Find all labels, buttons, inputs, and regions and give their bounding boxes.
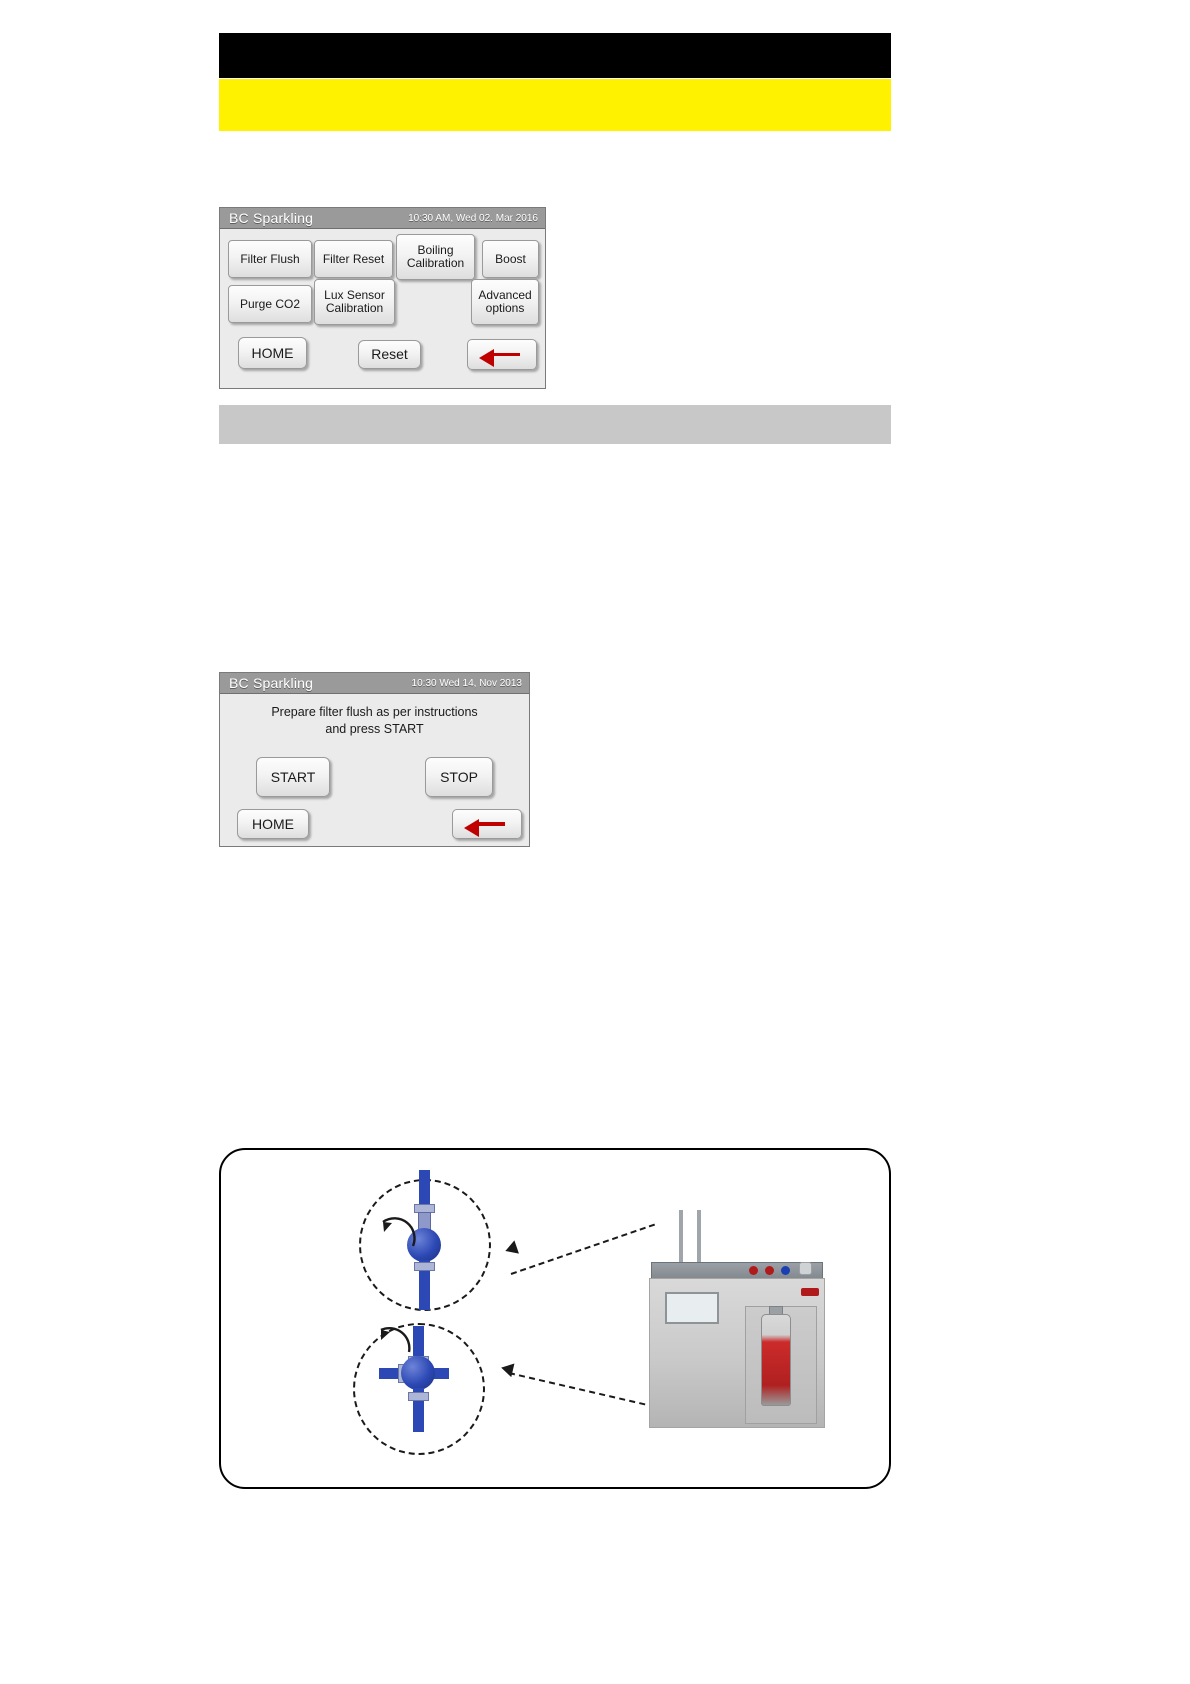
- service-options-screen: [219, 207, 546, 389]
- back-arrow-button[interactable]: [467, 339, 537, 370]
- advanced-options-label-line1: Advanced: [478, 288, 532, 302]
- screen-title: BC Sparkling: [229, 210, 314, 226]
- pipe-collar-top-lower: [414, 1262, 435, 1271]
- boost-button[interactable]: Boost: [482, 240, 539, 278]
- machine-display: [665, 1292, 719, 1324]
- advanced-options-button[interactable]: [471, 279, 539, 325]
- start-button[interactable]: START: [256, 757, 330, 797]
- stop-button[interactable]: STOP: [425, 757, 493, 797]
- lux-sensor-label-line2: Calibration: [325, 301, 384, 315]
- flush-back-arrow-button[interactable]: [452, 809, 522, 839]
- co2-bottle: [761, 1314, 791, 1406]
- home-button[interactable]: HOME: [238, 337, 307, 369]
- section-grey-bar: [219, 405, 891, 444]
- flush-instruction-text: [220, 704, 529, 738]
- arrow-left-icon: [455, 811, 519, 837]
- machine-photo: [649, 1210, 829, 1430]
- pointer-line-bottom: [509, 1372, 656, 1408]
- tap-red-2-icon: [765, 1266, 774, 1275]
- rotate-counter-clockwise-icon-bottom: [369, 1322, 415, 1368]
- screen-clock: 10:30 AM, Wed 02. Mar 2016: [408, 212, 538, 224]
- rotate-counter-clockwise-icon-top: [373, 1212, 419, 1258]
- screen-body: [220, 229, 545, 388]
- flush-screen-title-bar: [220, 673, 529, 694]
- pointer-line-top: [511, 1224, 655, 1275]
- boiling-calibration-label-line1: Boiling: [417, 243, 454, 257]
- flush-instruction-line2: and press START: [325, 722, 424, 736]
- arrow-left-icon: [470, 341, 534, 368]
- pipe-collar-bottom-lower: [408, 1392, 429, 1401]
- flush-screen-title: BC Sparkling: [229, 675, 314, 691]
- reset-button[interactable]: Reset: [358, 340, 421, 369]
- header-yellow-bar: [219, 79, 891, 131]
- boiling-calibration-button[interactable]: [396, 234, 475, 280]
- boiling-calibration-label-line2: Calibration: [406, 256, 465, 270]
- lux-sensor-label-line1: Lux Sensor: [324, 288, 385, 302]
- filter-flush-button[interactable]: Filter Flush: [228, 240, 312, 278]
- flush-home-button[interactable]: HOME: [237, 809, 309, 839]
- tap-grey-icon: [799, 1262, 812, 1275]
- filter-flush-screen: [219, 672, 530, 847]
- advanced-options-label-line2: options: [485, 301, 525, 315]
- purge-co2-button[interactable]: Purge CO2: [228, 285, 312, 323]
- lux-sensor-calibration-button[interactable]: [314, 279, 395, 325]
- header-black-bar: [219, 33, 891, 78]
- pointer-arrow-top: [503, 1240, 519, 1257]
- brand-logo: [801, 1288, 819, 1296]
- flush-screen-clock: 10:30 Wed 14, Nov 2013: [411, 677, 522, 689]
- tap-blue-icon: [781, 1266, 790, 1275]
- machine-pipe-left: [679, 1210, 683, 1264]
- screen-title-bar: [220, 208, 545, 229]
- flush-instruction-line1: Prepare filter flush as per instructions: [271, 705, 478, 719]
- valve-illustration: [219, 1148, 891, 1489]
- machine-pipe-right: [697, 1210, 701, 1264]
- tap-red-icon: [749, 1266, 758, 1275]
- flush-screen-body: [220, 694, 529, 846]
- filter-reset-button[interactable]: Filter Reset: [314, 240, 393, 278]
